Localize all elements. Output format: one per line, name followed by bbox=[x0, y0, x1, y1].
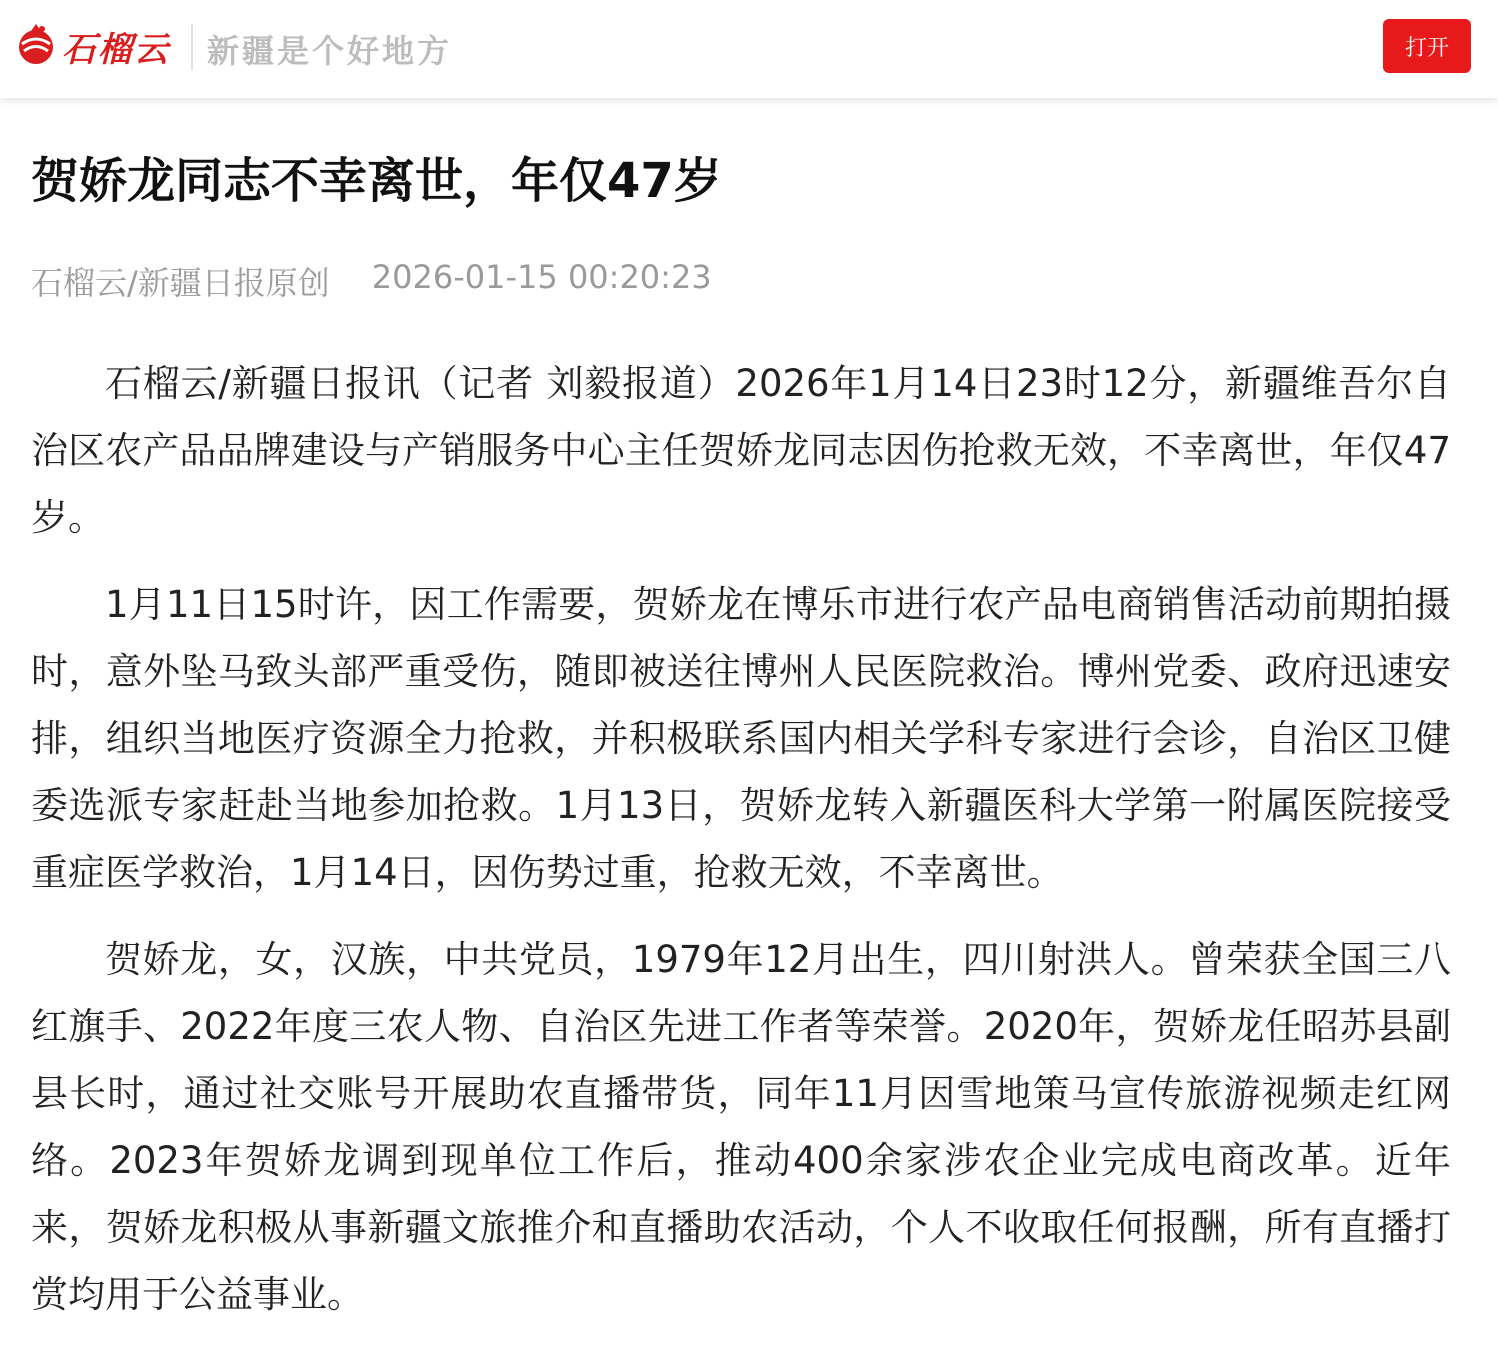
logo-text: 石榴云 bbox=[62, 29, 170, 70]
article-source: 石榴云/新疆日报原创 bbox=[31, 264, 330, 302]
pomegranate-logo-icon bbox=[12, 20, 60, 72]
header-divider bbox=[191, 24, 193, 70]
slogan: 新疆是个好地方 bbox=[207, 32, 453, 70]
article-date: 2026-01-15 00:20:23 bbox=[371, 258, 712, 296]
article-body bbox=[31, 350, 1451, 1348]
article-meta bbox=[31, 258, 712, 304]
top-bar bbox=[0, 0, 1498, 98]
article-paragraph: 1月11日15时许，因工作需要，贺娇龙在博乐市进行农产品电商销售活动前期拍摄时，意外坠马致头部严重受伤，随即被送往博州人民医院救治。博州党委、政府迅速安排，组织当地医疗资源全力抢救，并积极联系国内相关学科专家进行会诊，自治区卫健委选派专家赶赴当地参加抢救。1月13日，贺娇龙转入新疆医科大学第一附属医院接受重症医学救治，1月14日，因伤势过重，抢救无效，不幸离世。 bbox=[31, 583, 1451, 894]
open-app-button[interactable]: 打开 bbox=[1383, 19, 1471, 73]
article-paragraph: 石榴云/新疆日报讯（记者 刘毅报道）2026年1月14日23时12分，新疆维吾尔自治区农产品品牌建设与产销服务中心主任贺娇龙同志因伤抢救无效，不幸离世，年仅47岁。 bbox=[31, 362, 1451, 539]
article-paragraph: 贺娇龙，女，汉族，中共党员，1979年12月出生，四川射洪人。曾荣获全国三八红旗手、2022年度三农人物、自治区先进工作者等荣誉。2020年，贺娇龙任昭苏县副县长时，通过社交账号开展助农直播带货，同年11月因雪地策马宣传旅游视频走红网络。2023年贺娇龙调到现单位工作后，推动400余家涉农企业完成电商改革。近年来，贺娇龙积极从事新疆文旅推介和直播助农活动，个人不收取任何报酬，所有直播打赏均用于公益事业。 bbox=[31, 938, 1451, 1316]
article-title: 贺娇龙同志不幸离世，年仅47岁 bbox=[31, 153, 722, 209]
logo[interactable] bbox=[12, 18, 182, 74]
